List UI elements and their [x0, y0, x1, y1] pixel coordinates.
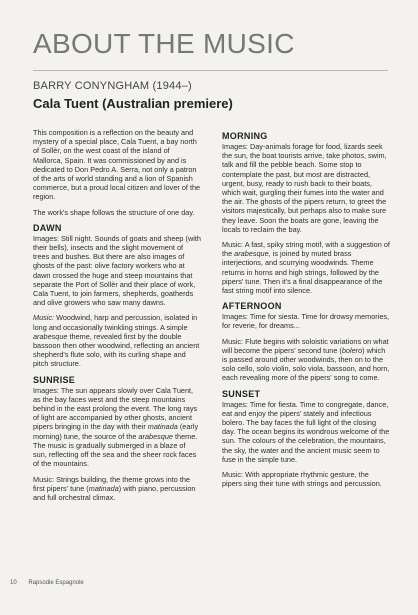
left-column	[33, 128, 201, 508]
section-heading-afternoon: AFTERNOON	[222, 301, 282, 312]
sunset-images-paragraph: Images: Time for fiesta. Time to congregate, dance, eat and enjoy the pipers' stately and infectious bolero. The bay faces the full light of the closing day. The ocean begins its wondrous welcome of the sun. The colours of the celebration, the mountains, the sky, the water and the ancient music seem to fuse in the simple tune.	[222, 399, 390, 464]
sunrise-images-paragraph: Images: The sun appears slowly over Cala Tuent, as the bay faces west and the steep mountains behind in the east prolong the event. The long rays of light are accompanied by other ghosts, ancient pipers bringing in the day with their matinada (early morning) tune, the source of the arabesque theme. The music is gradually submerged in a blaze of sun, reflecting off the sea and the sheer rock faces of the mountains.	[33, 385, 199, 469]
dawn-images-paragraph: Images: Still night. Sounds of goats and sheep (with their bells), insects and the slight movement of trees and bushes. But there are also images of ghosts of the past: olive factory workers who at dawn crossed the huge and steep mountains that separate the Port of Sollèr and their place of work, Cala Tuent, to join farmers, shepherds, goatherds and olive growers who saw many dawns.	[33, 233, 201, 308]
sunset-music-paragraph: Music: With appropriate rhythmic gesture, the pipers sing their tune with strings and percussion.	[222, 470, 382, 489]
morning-images-paragraph: Images: Day-animals forage for food, lizards seek the sun, the boat tourists arrive, take photos, swim, talk and fill the pebble beach. Some stop to contemplate the past, but most are distracted, urgent, busy, ready to rush back to their boats, which wait, gurgling their fumes into the water and the air. The ghosts of the pipers return, to greet the visitors majestically, but perhaps also to make sure they leave. Soon the boats are gone, leaving the locals to reclaim the bay.	[222, 142, 387, 234]
section-heading-dawn: DAWN	[33, 222, 62, 233]
page-number: 10	[10, 580, 17, 586]
afternoon-music-paragraph: Music: Flute begins with soloistic variations on what will become the pipers' second tune (bolero) which is passed around other woodwinds, then on to the solo cello, solo violin, solo viola, bassoon, and horn, each revealing more of the pipers' song to come.	[222, 336, 390, 383]
intro-paragraph: This composition is a reflection on the beauty and mystery of a special place, Cala Tuent, a bay north of Sollèr, on the west coast of the island of Mallorca, Spain. It was commissioned by and is dedicated to Don Pedro A. Serra, not only a patron of the arts of world standing and a lion of Spanish commerce, but a proud local citizen and lover of the region.	[33, 128, 201, 202]
section-heading-sunrise: SUNRISE	[33, 374, 76, 385]
section-heading-sunset: SUNSET	[222, 388, 261, 399]
crop-mark: ·	[180, 604, 182, 610]
title-rule	[33, 70, 388, 71]
afternoon-images-paragraph: Images: Time for siesta. Time for drowsy memories, for reverie, for dreams...	[222, 312, 390, 331]
morning-music-paragraph: Music: A fast, spiky string motif, with a suggestion of the arabesque, is joined by muted brass interjections, and scurrying woodwinds. Theme returns in horns and high strings, followed by the pipers' tune. Then it's a final disappearance of the fast string motif into silence.	[222, 240, 390, 296]
work-title: Cala Tuent (Australian premiere)	[33, 96, 233, 111]
publication-name: Rapsodie Espagnole	[28, 580, 84, 586]
page-footer	[10, 580, 84, 586]
composer-name: BARRY CONYNGHAM (1944–)	[33, 80, 192, 92]
dawn-music-paragraph: Music: Woodwind, harp and percussion, isolated in long and occasionally twinkling strings. A simple arabesque theme, revealed first by the double bassoon then other woodwind, reflecting an ancient shepherd's flute solo, with its curling shape and pitch structure.	[33, 313, 200, 369]
sunrise-music-paragraph: Music: Strings building, the theme grows into the first pipers' tune (matinada) with piano, percussion and full orchestral climax.	[33, 474, 196, 502]
intro-structure-paragraph: The work's shape follows the structure of one day.	[33, 207, 195, 217]
page-title: ABOUT THE MUSIC	[33, 28, 295, 59]
music-label: Music:	[33, 313, 55, 323]
right-column	[222, 128, 390, 495]
section-heading-morning: MORNING	[222, 131, 268, 141]
